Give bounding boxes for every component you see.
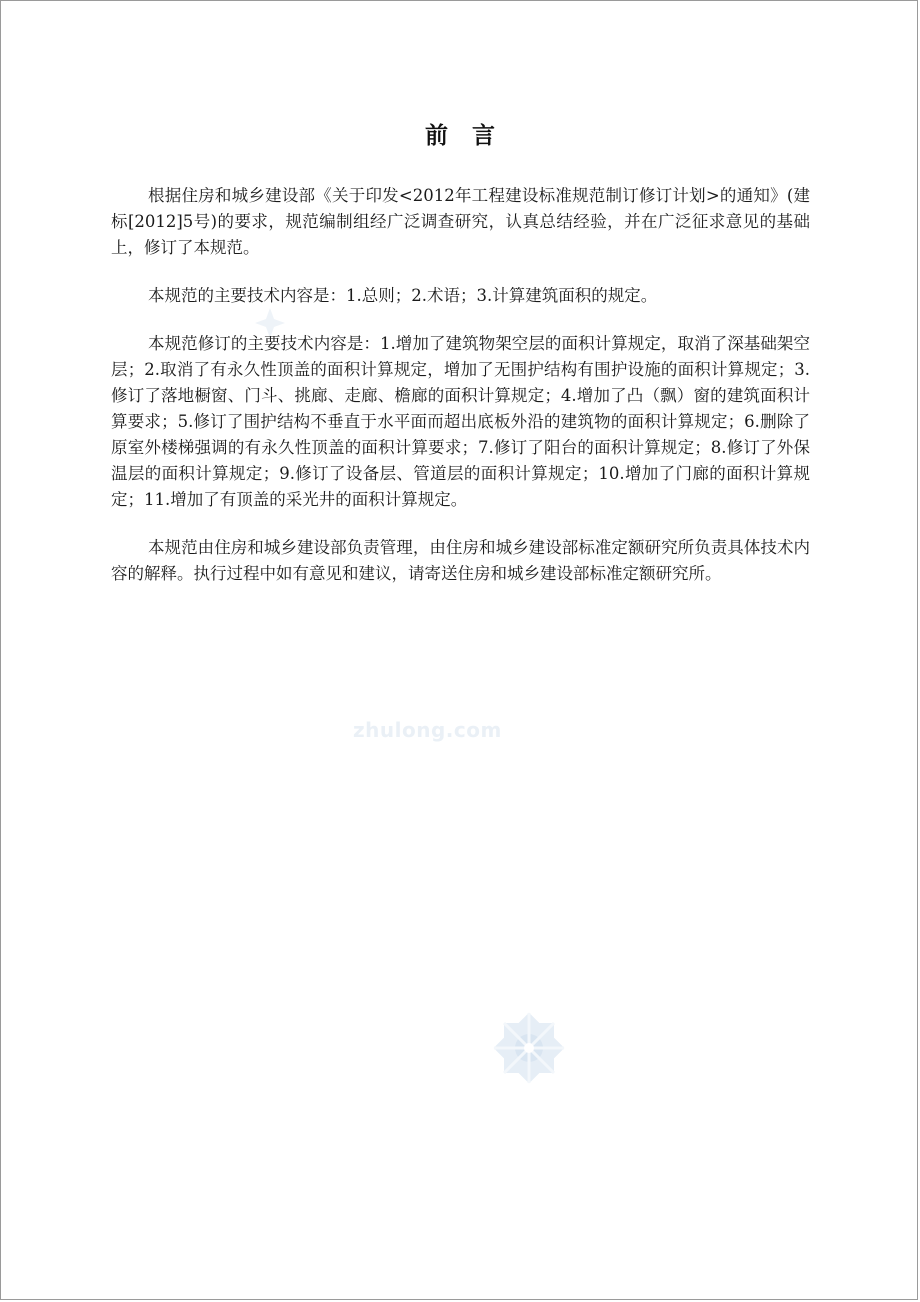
paragraph-management: 本规范由住房和城乡建设部负责管理，由住房和城乡建设部标准定额研究所负责具体技术内容的解释。执行过程中如有意见和建议，请寄送住房和城乡建设部标准定额研究所。: [111, 538, 810, 583]
paragraph-intro: 根据住房和城乡建设部《关于印发<2012年工程建设标准规范制订修订计划>的通知》(建标[2012]5号)的要求，规范编制组经广泛调查研究，认真总结经验，并在广泛征求意见的基础上，修订了本规范。: [111, 186, 810, 257]
watermark-text: zhulong.com: [353, 718, 502, 742]
document-body: [111, 183, 810, 609]
snowflake-logo-icon: [468, 987, 590, 1109]
page-title: 前言: [425, 123, 519, 149]
paragraph-revisions: 本规范修订的主要技术内容是：1.增加了建筑物架空层的面积计算规定，取消了深基础架空层；2.取消了有永久性顶盖的面积计算规定，增加了无围护结构有围护设施的面积计算规定；3.修订了落地橱窗、门斗、挑廊、走廊、檐廊的面积计算规定；4.增加了凸（飘）窗的建筑面积计算要求；5.修订了围护结构不垂直于水平面而超出底板外沿的建筑物的面积计算规定；6.删除了原室外楼梯强调的有永久性顶盖的面积计算要求；7.修订了阳台的面积计算规定；8.修订了外保温层的面积计算规定；9.修订了设备层、管道层的面积计算规定；10.增加了门廊的面积计算规定；11.增加了有顶盖的采光井的面积计算规定。: [111, 334, 810, 509]
paragraph-main-content: 本规范的主要技术内容是：1.总则；2.术语；3.计算建筑面积的规定。: [148, 286, 658, 305]
